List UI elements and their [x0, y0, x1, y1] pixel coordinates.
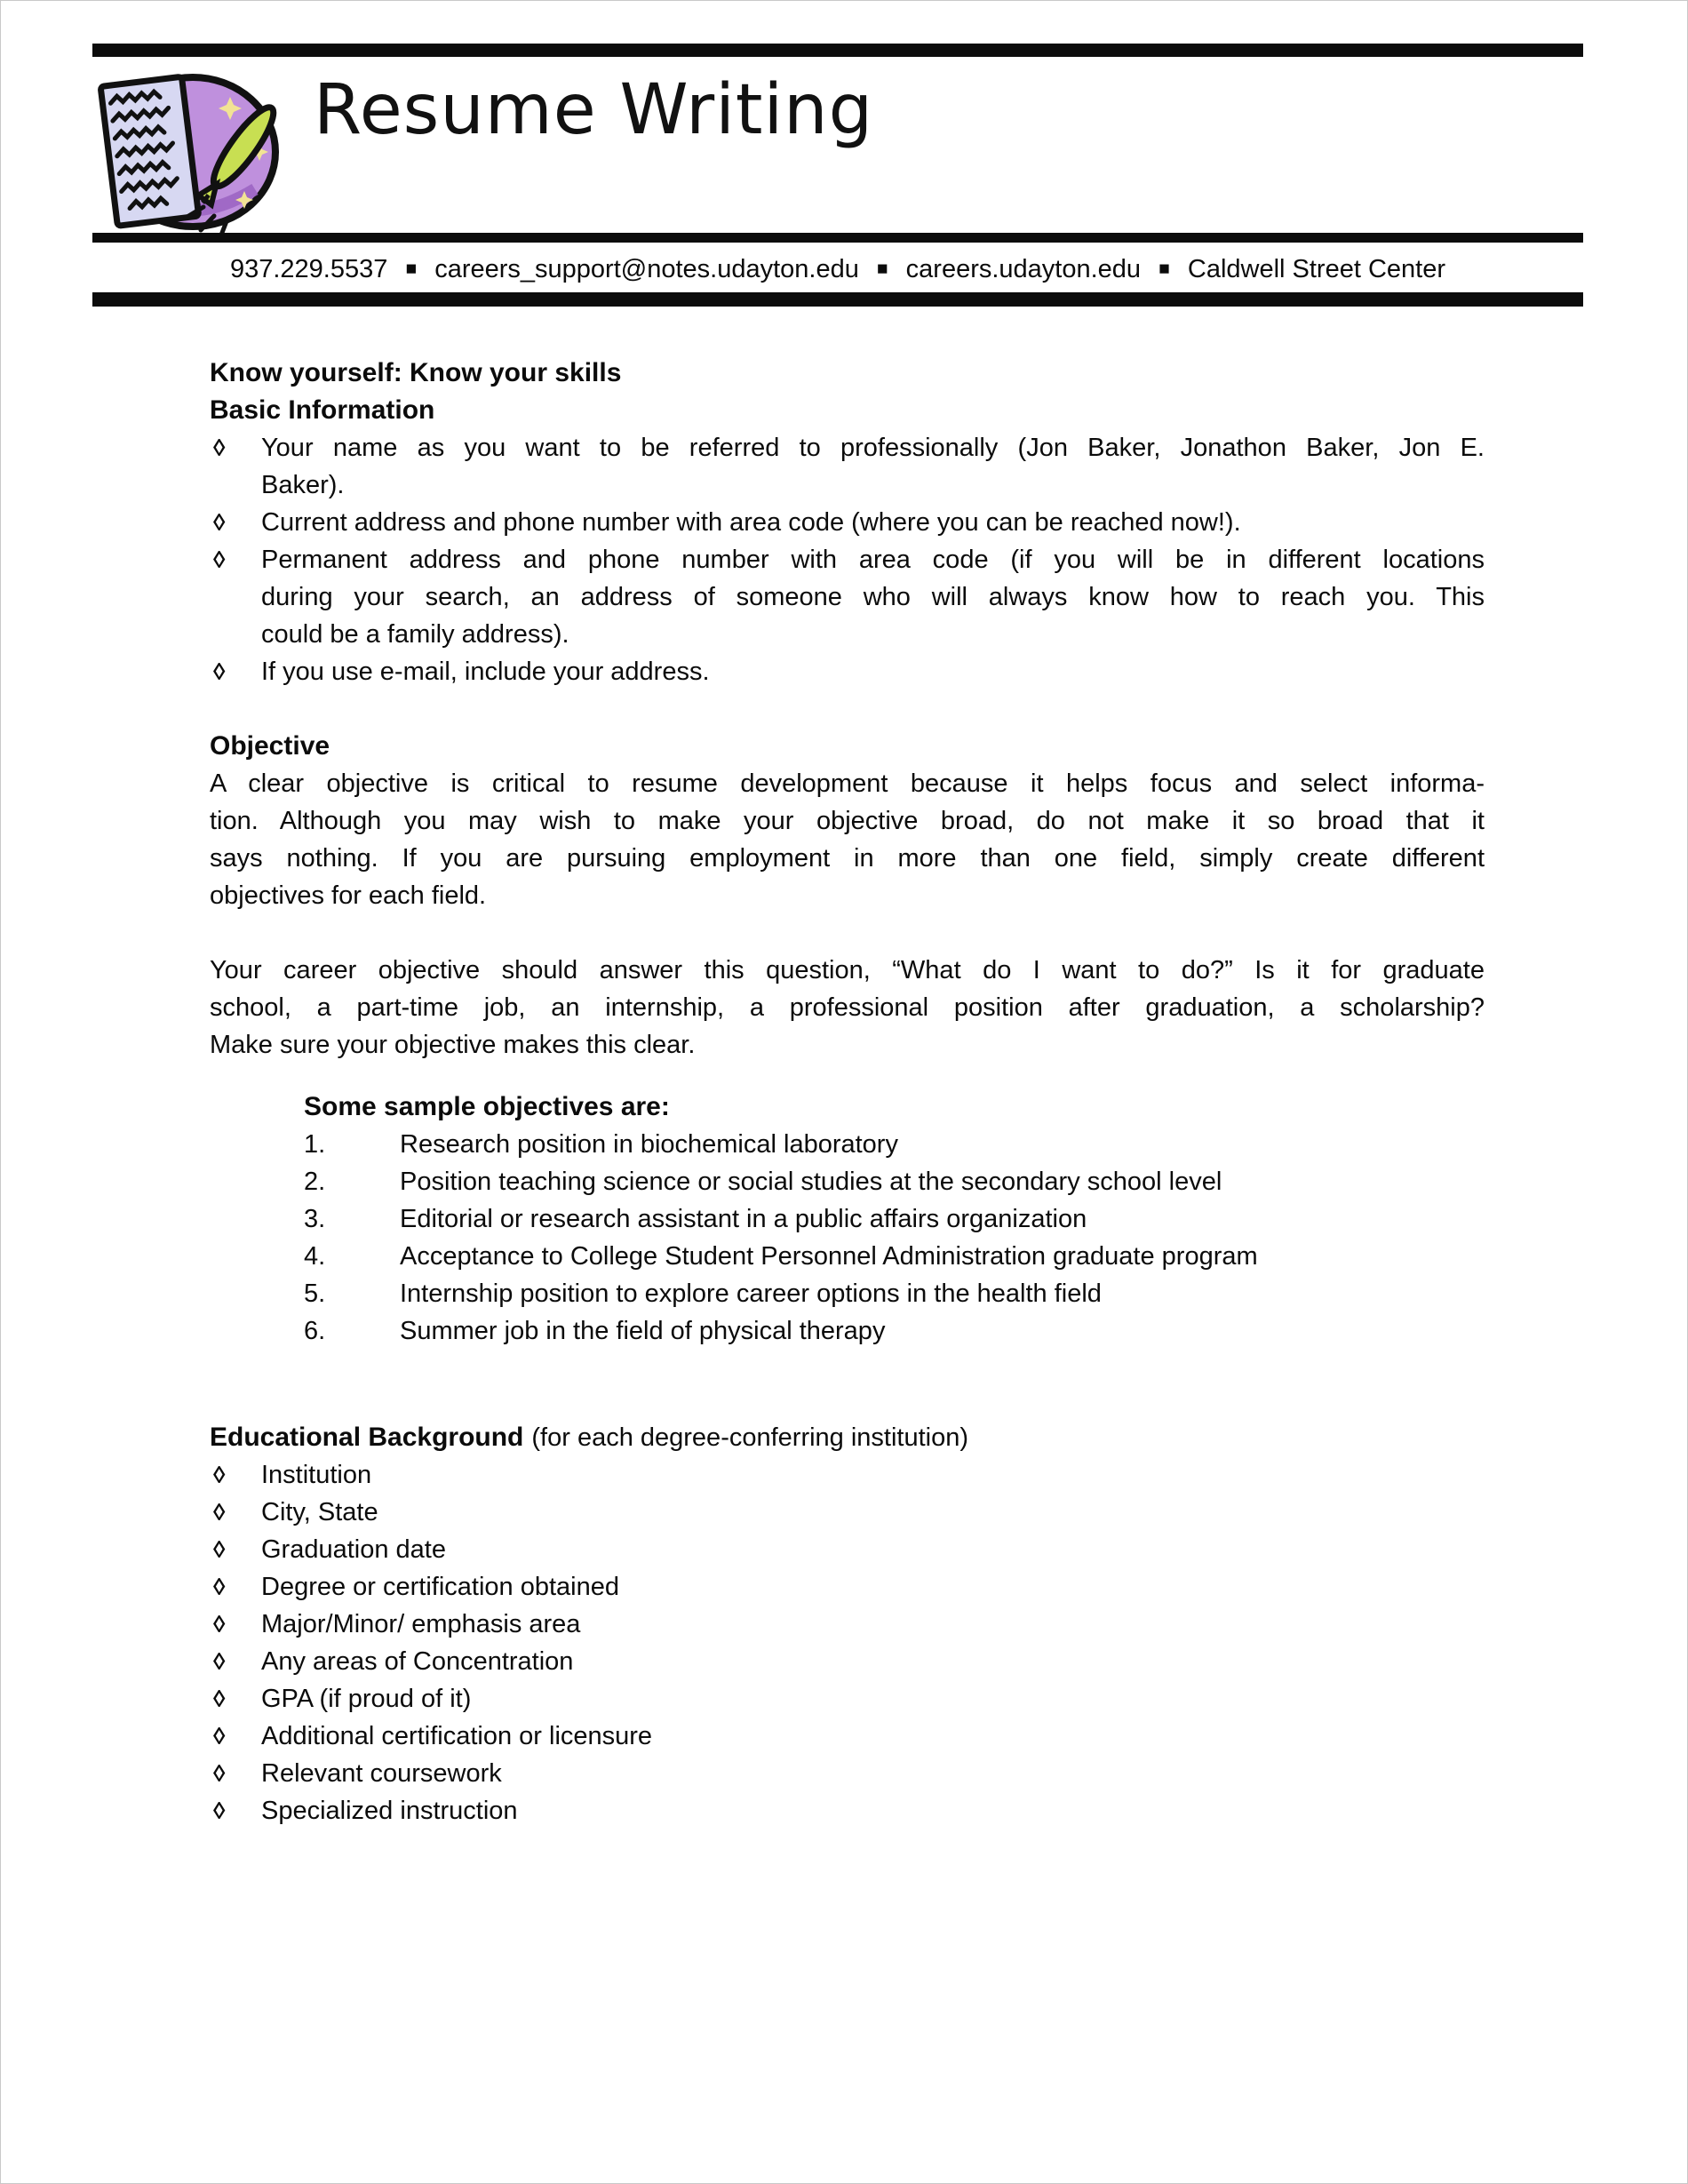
bullet-text-line: during your search, an address of someone who will always know how to reach you. This	[261, 583, 1485, 611]
diamond-bullet-icon: ◊	[213, 509, 226, 536]
bullet-text-line: If you use e-mail, include your address.	[261, 658, 710, 686]
section-heading-know-yourself: Know yourself: Know your skills	[210, 358, 622, 387]
section-heading-educational-background	[210, 1419, 1485, 1456]
list-item-text: Internship position to explore career options in the health field	[400, 1279, 1102, 1308]
contact-location: Caldwell Street Center	[1187, 255, 1446, 283]
diamond-bullet-icon: ◊	[213, 1760, 226, 1787]
bullet-text-line: Relevant coursework	[261, 1759, 502, 1788]
list-item	[304, 1200, 1485, 1238]
contact-bar-top-rule	[92, 233, 1583, 243]
heading-bold-part: Educational Background	[210, 1423, 524, 1452]
contact-phone: 937.229.5537	[229, 255, 388, 283]
bullet-item-graduation-date	[210, 1531, 1485, 1568]
list-item-text: Research position in biochemical laboratory	[400, 1130, 898, 1159]
bullet-text-line: GPA (if proud of it)	[261, 1685, 472, 1713]
diamond-bullet-icon: ◊	[213, 1574, 226, 1600]
bullet-item-name	[210, 429, 1485, 504]
list-item	[304, 1163, 1485, 1200]
paragraph-line: Your career objective should answer this question, “What do I want to do?” Is it for graduate	[210, 956, 1485, 984]
contact-bar	[92, 246, 1583, 292]
bullet-item-permanent-address	[210, 541, 1485, 653]
bullet-item-major-minor	[210, 1606, 1485, 1643]
document-body	[210, 355, 1485, 1829]
paragraph-line: A clear objective is critical to resume development because it helps focus and select informa-	[210, 769, 1485, 798]
bullet-item-degree	[210, 1568, 1485, 1606]
bullet-item-specialized-instruction	[210, 1792, 1485, 1829]
bullet-item-institution	[210, 1456, 1485, 1494]
list-item-number: 4.	[304, 1242, 326, 1271]
sample-objectives-heading: Some sample objectives are:	[304, 1092, 670, 1121]
separator-square-icon: ■	[1159, 259, 1170, 279]
section-heading-objective: Objective	[210, 731, 330, 761]
bullet-text-line: City, State	[261, 1498, 378, 1526]
bullet-item-certification	[210, 1718, 1485, 1755]
paper-and-quill-clipart-icon	[88, 67, 291, 237]
list-item-number: 3.	[304, 1205, 326, 1233]
bullet-text-line: Current address and phone number with area code (where you can be reached now!).	[261, 508, 1241, 537]
list-item	[304, 1275, 1485, 1312]
list-item-number: 5.	[304, 1279, 326, 1308]
diamond-bullet-icon: ◊	[213, 434, 226, 461]
diamond-bullet-icon: ◊	[213, 1462, 226, 1488]
contact-bar-bottom-rule	[92, 292, 1583, 307]
list-item-text: Position teaching science or social studies at the secondary school level	[400, 1168, 1222, 1196]
separator-square-icon: ■	[405, 259, 418, 279]
contact-website: careers.udayton.edu	[905, 255, 1142, 283]
paragraph-line: school, a part-time job, an internship, a professional position after graduation, a scholarship?	[210, 993, 1485, 1022]
diamond-bullet-icon: ◊	[213, 1499, 226, 1526]
paragraph-line: objectives for each field.	[210, 881, 487, 910]
diamond-bullet-icon: ◊	[213, 546, 226, 573]
bullet-text-line: Your name as you want to be referred to professionally (Jon Baker, Jonathon Baker, Jon E.	[261, 434, 1485, 462]
header-top-rule	[92, 44, 1583, 57]
diamond-bullet-icon: ◊	[213, 1686, 226, 1712]
paragraph-line: tion. Although you may wish to make your objective broad, do not make it so broad that it	[210, 807, 1485, 835]
diamond-bullet-icon: ◊	[213, 658, 226, 685]
list-item-text: Acceptance to College Student Personnel Administration graduate program	[400, 1242, 1258, 1271]
bullet-text-line: Baker).	[261, 471, 345, 499]
bullet-item-concentration	[210, 1643, 1485, 1680]
list-item-text: Summer job in the field of physical therapy	[400, 1317, 886, 1345]
diamond-bullet-icon: ◊	[213, 1536, 226, 1563]
bullet-item-coursework	[210, 1755, 1485, 1792]
separator-square-icon: ■	[876, 259, 888, 279]
contact-email: careers_support@notes.udayton.edu	[434, 255, 859, 283]
list-item-number: 1.	[304, 1130, 326, 1159]
section-heading-basic-information: Basic Information	[210, 395, 435, 425]
heading-normal-part: (for each degree-conferring institution)	[531, 1423, 969, 1452]
list-item-text: Editorial or research assistant in a public affairs organization	[400, 1205, 1087, 1233]
list-item	[304, 1312, 1485, 1350]
bullet-text-line: Additional certification or licensure	[261, 1722, 653, 1750]
diamond-bullet-icon: ◊	[213, 1611, 226, 1638]
bullet-text-line: Specialized instruction	[261, 1797, 518, 1825]
bullet-text-line: Any areas of Concentration	[261, 1647, 574, 1676]
bullet-text-line: Permanent address and phone number with area code (if you will be in different locations	[261, 546, 1485, 574]
bullet-text-line: Graduation date	[261, 1535, 446, 1564]
diamond-bullet-icon: ◊	[213, 1797, 226, 1824]
paragraph-line: says nothing. If you are pursuing employment in more than one field, simply create different	[210, 844, 1485, 873]
diamond-bullet-icon: ◊	[213, 1648, 226, 1675]
bullet-item-current-address	[210, 504, 1485, 541]
list-item	[304, 1238, 1485, 1275]
paragraph-line: Make sure your objective makes this clear.	[210, 1031, 696, 1059]
bullet-text-line: Institution	[261, 1461, 372, 1489]
list-item	[304, 1126, 1485, 1163]
bullet-text-line: Major/Minor/ emphasis area	[261, 1610, 581, 1638]
list-item-number: 2.	[304, 1168, 326, 1196]
sample-objectives-list	[304, 1088, 1485, 1350]
bullet-item-gpa	[210, 1680, 1485, 1718]
page-title: Resume Writing	[314, 70, 874, 150]
bullet-item-email	[210, 653, 1485, 690]
bullet-text-line: could be a family address).	[261, 620, 569, 649]
bullet-item-city-state	[210, 1494, 1485, 1531]
list-item-number: 6.	[304, 1317, 326, 1345]
bullet-text-line: Degree or certification obtained	[261, 1573, 620, 1601]
diamond-bullet-icon: ◊	[213, 1723, 226, 1750]
